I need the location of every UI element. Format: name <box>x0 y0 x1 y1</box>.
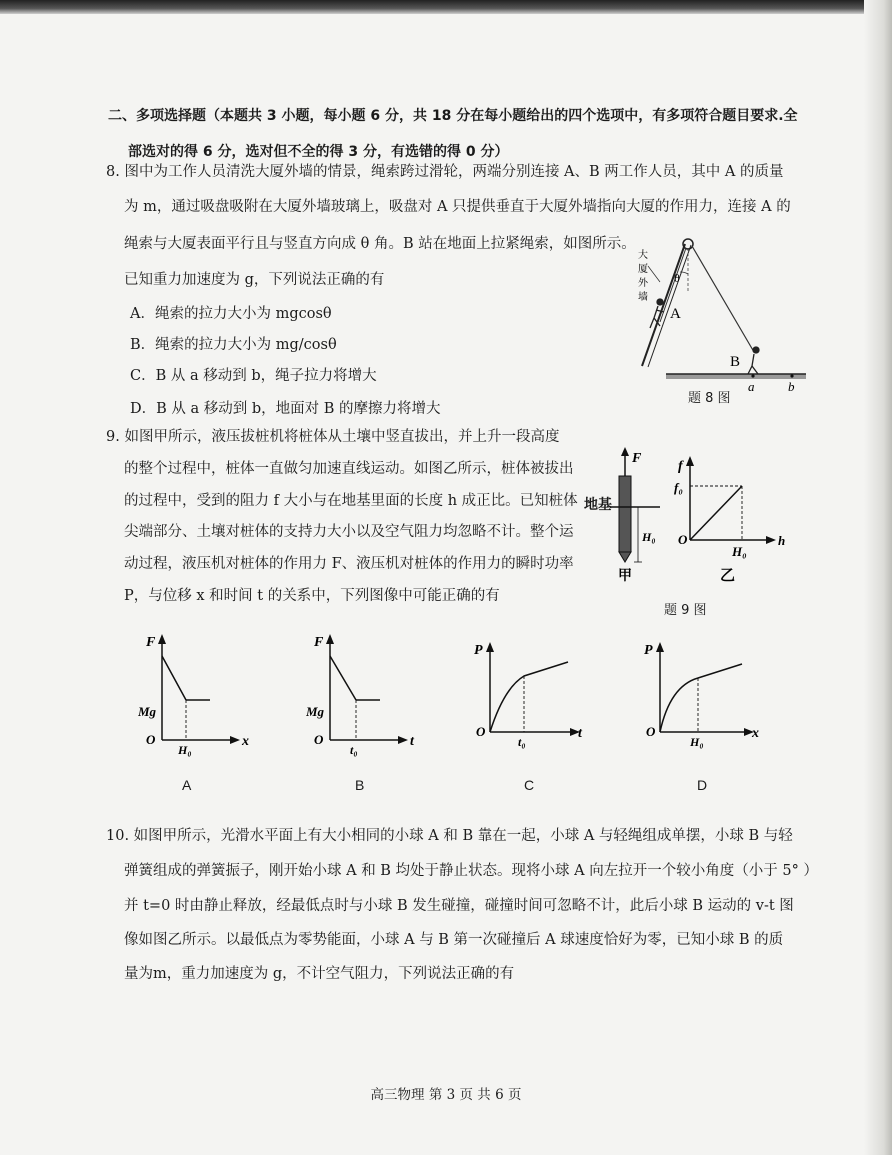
q8-option-b: B．绳索的拉力大小为 mg/cosθ <box>130 337 337 353</box>
q9-yi-f0: f₀ <box>674 480 683 495</box>
q10-line-4: 像如图乙所示。以最低点为零势能面，小球 A 与 B 第一次碰撞后 A 球速度恰好为零，已知小球 B 的质 <box>124 932 784 948</box>
q9-graph-d <box>640 636 764 766</box>
q10-line-3: 并 t=0 时由静止释放，经最低点时与小球 B 发生碰撞，碰撞时间可忽略不计，此后小球 B 运动的 v-t 图 <box>124 898 794 914</box>
q9-caption: 题 9 图 <box>664 603 707 618</box>
q10-line-1: 10. 如图甲所示，光滑水平面上有大小相同的小球 A 和 B 靠在一起，小球 A 与轻绳组成单摆，小球 B 与轻 <box>106 828 793 844</box>
q9-graph-c-O: O <box>476 724 486 739</box>
q9-graph-a-mark: Mg <box>138 704 157 719</box>
q9-graph-d-label: D <box>697 777 708 793</box>
q10-line-5: 量为m，重力加速度为 g，不计空气阻力，下列说法正确的有 <box>124 966 515 982</box>
q9-graph-a <box>138 628 258 768</box>
q9-graph-c-tick: t₀ <box>518 735 526 749</box>
section-title-line2: 部选对的得 6 分，选对但不全的得 3 分，有选错的得 0 分） <box>128 144 509 160</box>
q9-jia-diji: 地基 <box>584 496 612 512</box>
q9-graph-b-tick: t₀ <box>350 743 358 757</box>
q8-point-a: a <box>748 379 755 394</box>
q9-graph-c <box>470 636 590 766</box>
q9-line-5: 动过程，液压机对桩体的作用力 F、液压机对桩体的作用力的瞬时功率 <box>124 556 574 572</box>
q9-graph-b <box>306 628 426 768</box>
section-title-line1: 二、多项选择题（本题共 3 小题，每小题 6 分，共 18 分在每小题给出的四个选项中，有多项符合题目要求.全 <box>108 108 798 124</box>
q9-line-3: 的过程中，受到的阻力 f 大小与在地基里面的长度 h 成正比。已知桩体 <box>124 493 578 509</box>
q8-caption: 题 8 图 <box>688 391 731 406</box>
q8-wall-char-3: 外 <box>638 278 648 289</box>
q9-graph-a-O: O <box>146 732 156 747</box>
q8-option-a: A．绳索的拉力大小为 mgcosθ <box>130 306 332 322</box>
q8-line-4: 已知重力加速度为 g，下列说法正确的有 <box>124 272 385 288</box>
q8-line-1: 8. 图中为工作人员清洗大厦外墙的情景，绳索跨过滑轮，两端分别连接 A、B 两工作人员，其中 A 的质量 <box>106 164 784 180</box>
q10-line-2: 弹簧组成的弹簧振子，刚开始小球 A 和 B 均处于静止状态。现将小球 A 向左拉开一个较小角度（小于 5° ） <box>124 863 818 879</box>
q9-graph-d-x: x <box>752 726 759 741</box>
q9-line-4: 尖端部分、土壤对桩体的支持力大小以及空气阻力均忽略不计。整个运 <box>124 524 574 540</box>
q9-graph-a-label: A <box>182 777 192 793</box>
q9-graph-a-tick: H₀ <box>178 743 192 757</box>
q8-figure <box>620 226 820 406</box>
q9-jia-H0: H₀ <box>642 530 656 544</box>
q8-wall-char-2: 厦 <box>638 264 648 275</box>
q9-graph-d-y: P <box>644 643 653 658</box>
q9-graph-c-y: P <box>474 643 483 658</box>
q9-graph-b-y: F <box>314 635 324 650</box>
q9-graph-b-label: B <box>355 777 365 793</box>
q9-yi-label: 乙 <box>720 568 736 584</box>
q9-graph-b-x: t <box>410 734 414 749</box>
q8-label-a-person: A <box>670 306 681 322</box>
q9-graph-c-x: t <box>578 726 582 741</box>
q9-yi-O: O <box>678 532 688 547</box>
q9-graph-b-O: O <box>314 732 324 747</box>
scan-right-edge <box>864 0 892 1155</box>
q9-jia-F: F <box>632 451 642 466</box>
q9-line-6: P，与位移 x 和时间 t 的关系中，下列图像中可能正确的有 <box>124 588 500 604</box>
q8-line-3: 绳索与大厦表面平行且与竖直方向成 θ 角。B 站在地面上拉紧绳索，如图所示。 <box>124 236 636 252</box>
q9-line-1: 9. 如图甲所示，液压拔桩机将桩体从土壤中竖直拔出，并上升一段高度 <box>106 429 560 445</box>
q8-wall-char-1: 大 <box>638 250 648 261</box>
page-footer: 高三物理 第 3 页 共 6 页 <box>370 1087 522 1103</box>
q9-graph-a-y: F <box>146 635 156 650</box>
q9-jia-label: 甲 <box>618 569 632 584</box>
q9-graph-c-label: C <box>524 777 535 793</box>
q9-graph-b-mark: Mg <box>306 704 325 719</box>
q8-theta-label: θ <box>674 271 680 285</box>
q9-line-2: 的整个过程中，桩体一直做匀加速直线运动。如图乙所示，桩体被拔出 <box>124 461 574 477</box>
q9-yi-f: f <box>678 459 683 474</box>
q9-graph-d-O: O <box>646 724 656 739</box>
q9-figure-jia <box>580 444 670 584</box>
q9-figure-yi <box>670 448 790 584</box>
q9-graph-a-x: x <box>242 734 249 749</box>
q8-label-b-person: B <box>730 354 741 370</box>
q9-yi-h: h <box>778 533 786 548</box>
q8-option-d: D．B 从 a 移动到 b，地面对 B 的摩擦力将增大 <box>130 401 441 417</box>
q8-option-c: C．B 从 a 移动到 b，绳子拉力将增大 <box>130 368 377 384</box>
q8-point-b: b <box>788 379 795 394</box>
q8-line-2: 为 m，通过吸盘吸附在大厦外墙玻璃上，吸盘对 A 只提供垂直于大厦外墙指向大厦的作用力，连接 A 的 <box>124 199 791 215</box>
q8-wall-char-4: 墙 <box>638 292 648 303</box>
q9-yi-H0: H₀ <box>732 544 747 559</box>
scan-top-edge <box>0 0 892 14</box>
q9-graph-d-tick: H₀ <box>690 735 704 749</box>
